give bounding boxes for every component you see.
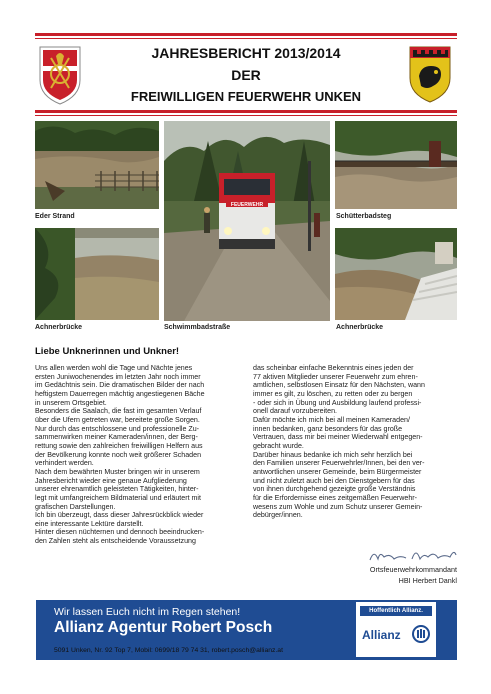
letter-line: debürger/innen.: [253, 511, 303, 520]
report-title-line1: JAHRESBERICHT 2013/2014: [151, 45, 341, 61]
allianz-brand-text: Allianz: [362, 628, 401, 642]
letter-line: Darüber hinaus bedanke ich mich sehr herzlich bei: [253, 450, 413, 459]
letter-line: den Familien unserer Feuerwehrler/Innen, bei den ver-: [253, 459, 425, 468]
letter-column-left: [35, 364, 247, 546]
letter-line: in unserem Ortsgebiet.: [35, 398, 107, 407]
letter-line: über die Ufern getreten war, bereitete große Sorgen.: [35, 415, 200, 424]
photo-fire-truck: [164, 121, 330, 321]
photo-eder-strand: [35, 121, 159, 209]
letter-line: 77 aktiven Mitglieder unserer Feuerwehr zum ehren-: [253, 372, 418, 381]
letter-line: Nur durch das entschlossene und professionelle Zu-: [35, 424, 200, 433]
letter-line: Vertrauen, dass mir bei meiner Wiederwahl entgegen-: [253, 433, 423, 442]
letter-line: Uns allen werden wohl die Tage und Nächte jenes: [35, 364, 193, 372]
photo-achnerbruecke-left: [35, 228, 159, 320]
badge-tagline: Hoffentlich Allianz.: [360, 606, 432, 616]
letter-line: immer es gilt, zu löschen, zu retten oder zu bergen: [253, 389, 413, 398]
letter-greeting: Liebe Unknerinnen und Unkner!: [35, 346, 180, 357]
photo-achnerbruecke-right: [335, 228, 457, 320]
ad-slogan: Wir lassen Euch nicht im Regen stehen!: [54, 606, 241, 618]
letter-line: innen bedanken, ganz besonders für das große: [253, 424, 403, 433]
allianz-badge: [356, 602, 436, 657]
letter-line: rettung sowie den zahlreichen freiwilligen Helfern aus: [35, 441, 203, 450]
letter-line: legt mit umfangreichem Bildmaterial und erläutert mit: [35, 493, 201, 502]
signatory-name: HBI Herbert Dankl: [398, 576, 457, 585]
header-top-rule-thick: [35, 33, 457, 36]
letter-line: das scheinbar einfache Bekenntnis eines jeden der: [253, 364, 414, 372]
letter-line: amtlichen, selbstlosen Einsatz für den Nächsten, wann: [253, 381, 425, 390]
letter-line: von ihnen durchgehend gezeigte große Verständnis: [253, 485, 416, 494]
letter-line: gebracht wurde.: [253, 441, 304, 450]
letter-line: verhindert werden.: [35, 459, 94, 468]
letter-line: unserer ehrenamtlich geleisteten Tätigkeiten, hinter-: [35, 485, 199, 494]
handwritten-signature: [366, 545, 458, 565]
letter-line: Ich bin überzeugt, dass dieser Jahresrückblick wieder: [35, 511, 204, 520]
letter-line: heftigstem Dauerregen mächtig angestiegenen Bäche: [35, 389, 205, 398]
header-top-rule-thin: [35, 38, 457, 39]
caption-eder-strand: Eder Strand: [35, 213, 75, 220]
letter-line: sammenwirken meiner Kameraden/innen, der Berg-: [35, 433, 198, 442]
letter-line: der Bevölkerung konnte noch weit größerer Schaden: [35, 450, 202, 459]
caption-achnerbruecke-right: Achnerbrücke: [336, 324, 384, 331]
caption-achnerbruecke-left: Achnerbrücke: [35, 324, 83, 331]
truck-sign: FEUERWEHR: [230, 202, 264, 208]
letter-line: - oder sich in Übung und Ausbildung laufend professi-: [253, 398, 422, 407]
letter-line: Jahresbericht wieder eine genaue Aufgliederung: [35, 476, 187, 485]
report-title-line3: FREIWILLIGEN FEUERWEHR UNKEN: [130, 89, 362, 104]
ad-contact-line: 5091 Unken, Nr. 92 Top 7, Mobil: 0699/18 79 74 31, robert.posch@allianz.at: [54, 647, 283, 654]
caption-schuetterbadsteg: Schütterbadsteg: [336, 213, 392, 220]
letter-line: Nach dem bewährten Muster bringen wir in unserem: [35, 467, 200, 476]
signatory-title: Ortsfeuerwehrkommandant: [369, 565, 457, 574]
letter-line: grafischen Darstellungen.: [35, 502, 116, 511]
letter-line: den Zahlen steht als entscheidende Voraussetzung: [35, 537, 196, 546]
letter-line: onell darauf vorzubereiten.: [253, 407, 337, 416]
caption-schwimmbadstrasse: Schwimmbadstraße: [164, 324, 231, 331]
letter-line: Hinter diesen nüchternen und dennoch beeindrucken-: [35, 528, 205, 537]
fire-brigade-logo: [37, 44, 83, 106]
allianz-eagle-icon: [412, 625, 430, 643]
letter-line: eine interessante Lektüre darstellt.: [35, 519, 144, 528]
header-bottom-rule-thin: [35, 115, 457, 116]
letter-line: Besonders die Saalach, die fast im gesamten Verlauf: [35, 407, 202, 416]
letter-line: antwortlichen unserer Gemeinde, beim Bürgermeister: [253, 467, 422, 476]
letter-line: wesens zum Wohle und zum Schutz unserer Gemein-: [253, 502, 423, 511]
photo-schuetterbadsteg: [335, 121, 457, 209]
letter-line: und nicht zuletzt auch bei den Dienstgebern für das: [253, 476, 415, 485]
letter-line: für die Erfordernisse eines zeitgemäßen Feuerwehr-: [253, 493, 418, 502]
letter-column-right: [253, 364, 459, 520]
letter-line: im Gedächtnis sein. Die dramatischen Bilder der nach: [35, 381, 205, 390]
unken-crest: [407, 44, 453, 104]
letter-line: ersten Juniwochenendes im letzten Jahr noch immer: [35, 372, 201, 381]
letter-line: Dafür möchte ich mich bei all meinen Kameraden/: [253, 415, 410, 424]
report-title-line2: DER: [231, 67, 261, 83]
ad-agency-name: Allianz Agentur Robert Posch: [54, 619, 273, 636]
header-bottom-rule-thick: [35, 110, 457, 113]
